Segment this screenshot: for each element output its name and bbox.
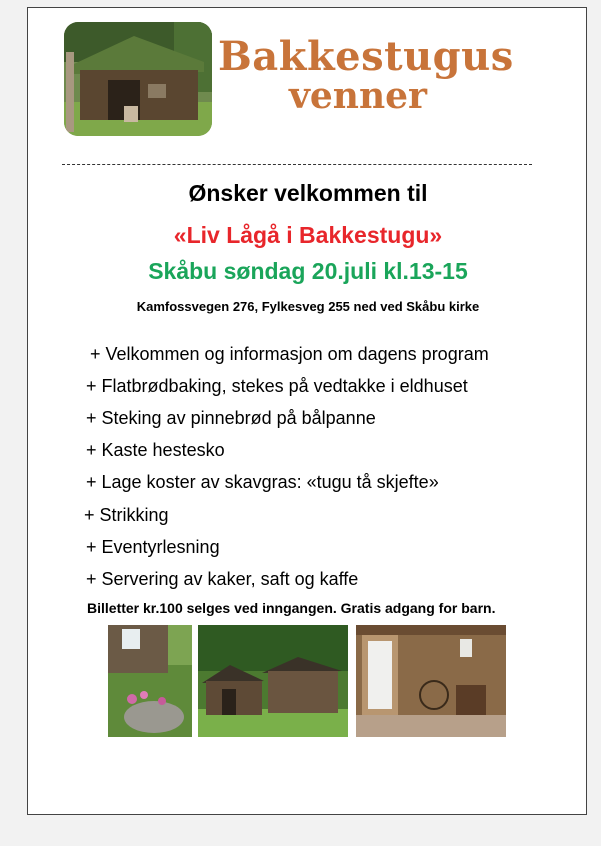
event-date-time: Skåbu søndag 20.juli kl.13-15 — [148, 258, 468, 284]
event-address: Kamfossvegen 276, Fylkesveg 255 ned ved Skåbu kirke — [136, 299, 480, 314]
event-name: «Liv Lågå i Bakkestugu» — [173, 222, 443, 248]
poster-page — [27, 7, 587, 815]
program-item: + Lage koster av skavgras: «tugu tå skjefte» — [86, 472, 439, 492]
program-item: + Servering av kaker, saft og kaffe — [86, 569, 359, 589]
interior-photo — [356, 625, 506, 737]
program-item: + Strikking — [84, 505, 169, 525]
welcome-heading: Ønsker velkommen til — [188, 180, 428, 206]
dashed-divider — [62, 164, 532, 165]
buildings-photo — [198, 625, 348, 737]
ticket-info: Billetter kr.100 selges ved inngangen. Gratis adgang for barn. — [87, 600, 496, 616]
cabin-photo — [64, 22, 212, 136]
club-title — [218, 33, 514, 117]
program-item: + Steking av pinnebrød på bålpanne — [86, 408, 376, 428]
garden-photo — [108, 625, 192, 737]
program-item: + Velkommen og informasjon om dagens program — [90, 344, 489, 364]
title-line2: venner — [288, 75, 428, 117]
program-item: + Kaste hestesko — [86, 440, 225, 460]
program-item: + Eventyrlesning — [86, 537, 220, 557]
title-line1: Bakkestugus — [218, 33, 514, 80]
program-item: + Flatbrødbaking, stekes på vedtakke i eldhuset — [86, 376, 468, 396]
